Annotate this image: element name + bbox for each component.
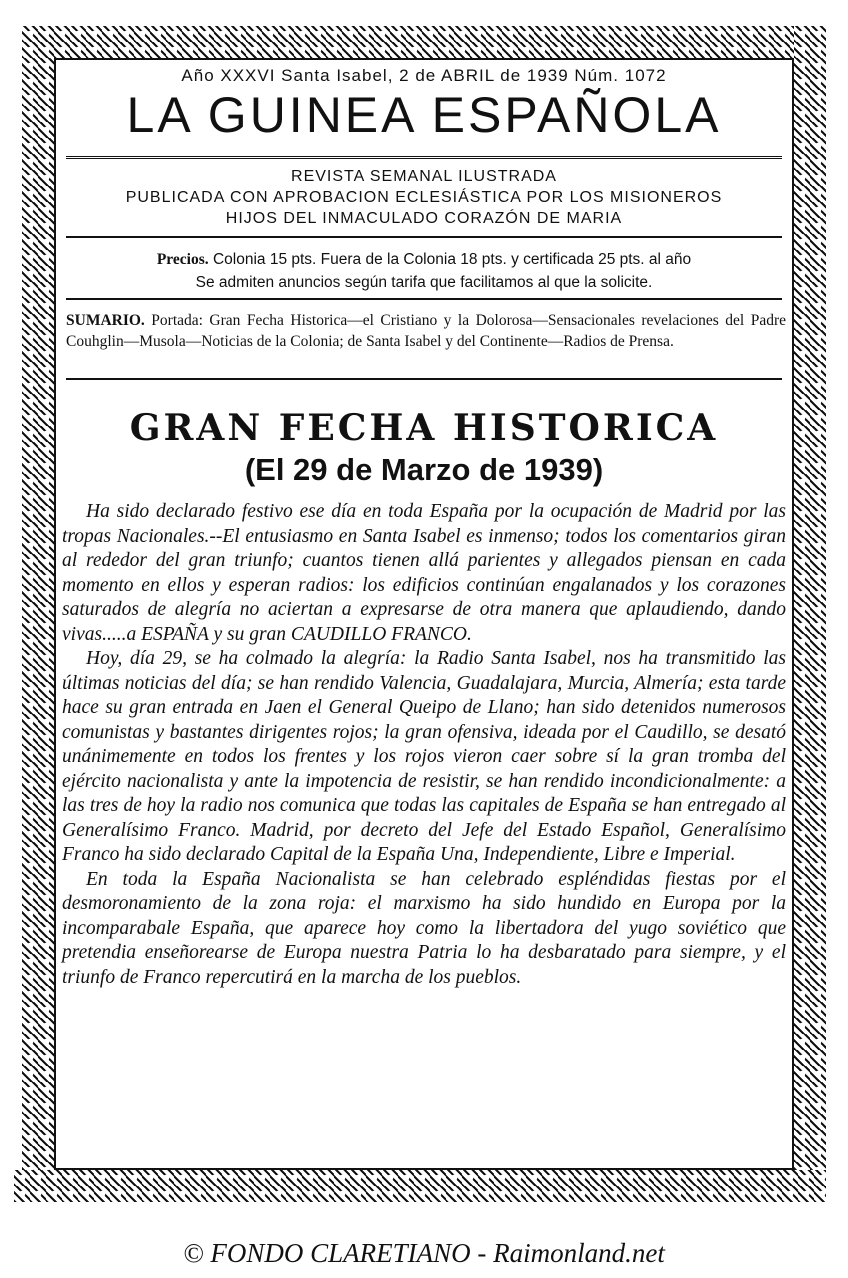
prices-line-2: Se admiten anuncios según tarifa que facilitamos al que la solicite. xyxy=(195,274,653,291)
article-body xyxy=(62,500,786,990)
article-date-line: (El 29 de Marzo de 1939) xyxy=(244,452,604,487)
subtitle-rule xyxy=(66,236,782,238)
article-headline: GRAN FECHA HISTORICA xyxy=(129,407,719,449)
article-paragraph: Hoy, día 29, se ha colmado la alegría: la Radio Santa Isabel, nos ha transmitido las últimas noticias del día; se han rendido Valencia, Guadalajara, Murcia, Almería; esta tarde hace su gran entrada en Jaen el General Queipo de Llano; han sido detenidos numerosos comunistas y bastantes dirigentes rojos; la gran ofensiva, ideada por el Caudillo, se desató unánimemente en todos los frentes y los rojos vieron caer sobre sí la gran tromba del ejército nacionalista y ante la impotencia de resistir, se han rendido incondicionalmente: a las tres de hoy la radio nos comunica que todas las capitales de España se han entregado al Generalísimo Franco. Madrid, por decreto del Jefe del Estado Español, Generalísimo Franco ha sido declarado Capital de la España Una, Independiente, Libre e Imperial. xyxy=(62,648,786,865)
prices-label: Precios. xyxy=(156,251,209,268)
subtitle-line-3: HIJOS DEL INMACULADO CORAZÓN DE MARIA xyxy=(225,210,623,227)
article-paragraph: En toda la España Nacionalista se han celebrado espléndidas fiestas por el desmoronamiento de la zona roja: el marxismo ha sido hundido en Europa por la incomparabale España, que aparece hoy como la libertadora del yugo soviético que pretendia enseñorearse de Europa nuestra Patria lo ha desbaratado para siempre, y el triunfo de Franco repercutirá en la marcha de los pueblos. xyxy=(62,868,786,988)
summary-rule xyxy=(66,378,782,380)
summary-block xyxy=(66,310,786,352)
prices-rule xyxy=(66,298,782,300)
subtitle-line-2: PUBLICADA CON APROBACION ECLESIÁSTICA POR LOS MISIONEROS xyxy=(125,189,723,206)
article-paragraph: Ha sido declarado festivo ese día en toda España por la ocupación de Madrid por las tropas Nacionales.--El entusiasmo en Santa Isabel es inmenso; todos los comentarios giran al rededor del gran triunfo; cuantos tienen allá parientes y allegados piensan en cada momento en ellos y esperan radios: los edificios continúan engalanados y los corazones saturados de alegría no aciertan a expresarse de otra manera que aplaudiendo, dando vivas.....a ESPAÑA y su gran CAUDILLO FRANCO. xyxy=(62,501,786,645)
issue-line: Año XXXVI Santa Isabel, 2 de ABRIL de 1939 Núm. 1072 xyxy=(181,66,667,85)
summary-text: Portada: Gran Fecha Historica—el Cristiano y la Dolorosa—Sensacionales revelaciones del Padre Couhglin—Musola—Noticias de la Colonia; de Santa Isabel y del Continente—Radios de Prensa. xyxy=(66,312,786,350)
ornamental-border-left xyxy=(22,26,54,1202)
copyright-credit: © FONDO CLARETIANO - Raimonland.net xyxy=(183,1238,665,1268)
masthead-rule xyxy=(66,156,782,159)
masthead-title: LA GUINEA ESPAÑOLA xyxy=(126,87,722,143)
prices-block xyxy=(58,248,790,294)
ornamental-border-bottom xyxy=(14,1170,826,1202)
prices-line-1: Colonia 15 pts. Fuera de la Colonia 18 pts. y certificada 25 pts. al año xyxy=(212,251,692,268)
ornamental-border-top xyxy=(22,26,826,58)
summary-label: SUMARIO. xyxy=(66,312,145,329)
ornamental-border-right xyxy=(794,26,826,1202)
subtitle-line-1: REVISTA SEMANAL ILUSTRADA xyxy=(291,168,557,185)
